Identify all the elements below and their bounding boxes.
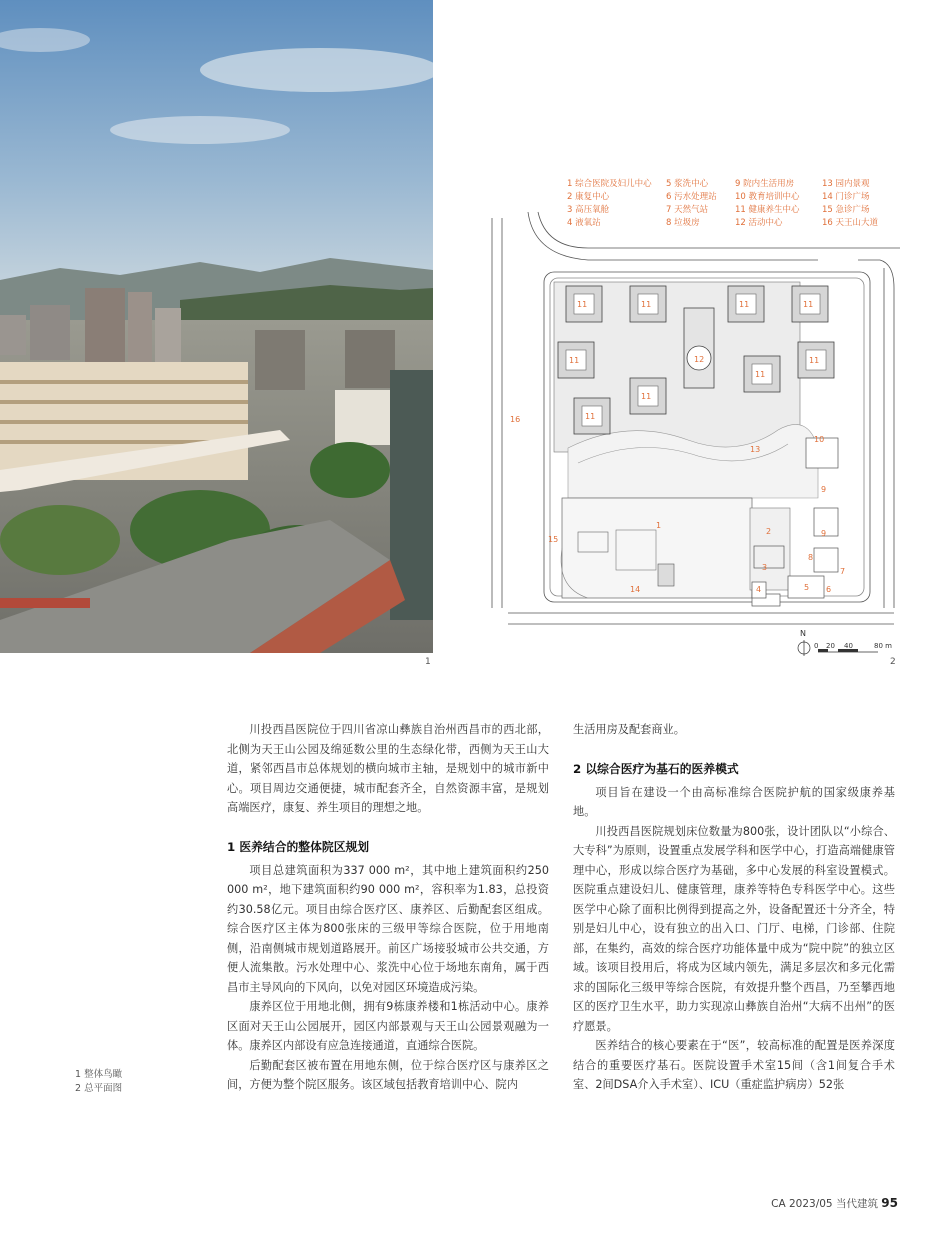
caption-1: 1 整体鸟瞰 xyxy=(75,1069,123,1080)
legend-item: 5 浆洗中心 xyxy=(666,179,709,189)
section-heading-1: 1 医养结合的整体院区规划 xyxy=(227,839,370,854)
page-footer xyxy=(771,1196,898,1211)
plan-label-9: 9 xyxy=(821,485,827,494)
paragraph: 川投西昌医院规划床位数量为800张，设计团队以“小综合、大专科”为原则，设置重点发展学科和医学中心，打造高端健康管理中心，形成以综合医疗为基础，多中心发展的科室设置模式。医院重点建设妇儿、健康管理，康养等特色专科医学中心。这些医学中心除了面积比例得到提高之外，设备配置还十分齐全，特别是妇儿中心，设有独立的出入口、门厅、电梯，门诊部、住院部，在集约，高效的综合医疗功能体量中成为“院中院”的独立区域。该项目投用后，将成为区域内领先，满足多层次和多元化需求的国际化三级甲等综合医院，有效提升整个西昌，乃至攀西地区的医疗卫生水平，助力实现凉山彝族自治州“大病不出州”的医疗愿景。 xyxy=(573,824,895,1033)
site-plan xyxy=(488,172,900,662)
plan-label-1: 1 xyxy=(656,521,662,530)
plan-label-11: 11 xyxy=(755,370,766,379)
plan-label-11: 11 xyxy=(577,300,588,309)
plan-label-11: 11 xyxy=(803,300,814,309)
paragraph: 项目旨在建设一个由高标准综合医院护航的国家级康养基地。 xyxy=(573,785,895,818)
plan-label-11: 11 xyxy=(641,300,652,309)
figure-captions xyxy=(75,1068,122,1096)
aerial-photo xyxy=(0,0,433,653)
text-column-right xyxy=(573,720,895,1095)
legend-item: 16 天王山大道 xyxy=(822,218,879,228)
legend-item: 9 院内生活用房 xyxy=(735,179,795,189)
figure-number-2: 2 xyxy=(890,657,896,667)
aerial-photo-illustration xyxy=(0,0,433,653)
paragraph: 项目总建筑面积为337 000 m²，其中地上建筑面积约250 000 m²，地下建筑面积约90 000 m²，容积率为1.83，总投资约30.58亿元。项目由综合医疗区、康养区、后勤配套区组成。综合医疗区主体为800张床的三级甲等综合医院，位于用地南侧，沿南侧城市规划道路展开。前区广场接驳城市公共交通，方便人流集散。污水处理中心、浆洗中心位于场地东南角，属于西昌市主导风向的下风向，以免对园区环境造成污染。 xyxy=(227,863,549,994)
legend-item: 1 综合医院及妇儿中心 xyxy=(567,179,652,189)
plan-label-16: 16 xyxy=(510,415,521,424)
plan-label-11: 11 xyxy=(585,412,596,421)
plan-label-8: 8 xyxy=(808,553,814,562)
paragraph: 医养结合的核心要素在于“医”，较高标准的配置是医养深度结合的重要医疗基石。医院设置手术室15间（含1间复合手术室、2间DSA介入手术室）、ICU（重症监护病房）52张 xyxy=(573,1039,895,1091)
plan-label-11: 11 xyxy=(641,392,652,401)
plan-label-9: 9 xyxy=(821,529,827,538)
plan-label-10: 10 xyxy=(814,435,825,444)
scale-label: 40 xyxy=(844,642,853,650)
paragraph: 康养区位于用地北侧，拥有9栋康养楼和1栋活动中心。康养区面对天王山公园展开，园区内部景观与天王山公园景观融为一体。康养区内部设有应急连接通道，直通综合医院。 xyxy=(227,1000,549,1052)
plan-label-11: 11 xyxy=(569,356,580,365)
north-arrow-label: N xyxy=(800,629,806,638)
scale-label: 20 xyxy=(826,642,835,650)
plan-label-5: 5 xyxy=(804,583,810,592)
plan-label-4: 4 xyxy=(756,585,762,594)
legend-item: 15 急诊广场 xyxy=(822,205,870,215)
text-column-left xyxy=(227,720,549,1095)
legend-item: 10 教育培训中心 xyxy=(735,192,800,202)
paragraph: 生活用房及配套商业。 xyxy=(573,723,685,736)
legend-item: 8 垃圾房 xyxy=(666,218,700,228)
scale-label: 0 xyxy=(814,642,819,650)
page-number: 95 xyxy=(881,1196,898,1210)
plan-label-2: 2 xyxy=(766,527,772,536)
plan-label-7: 7 xyxy=(840,567,846,576)
journal-info: CA 2023/05 当代建筑 xyxy=(771,1198,878,1210)
plan-label-3: 3 xyxy=(762,563,768,572)
paragraph: 后勤配套区被布置在用地东侧，位于综合医疗区与康养区之间，方便为整个院区服务。该区域包括教育培训中心、院内 xyxy=(227,1058,549,1091)
legend-item: 7 天然气站 xyxy=(666,205,709,215)
plan-label-6: 6 xyxy=(826,585,832,594)
legend-item: 13 园内景观 xyxy=(822,179,870,189)
legend-item: 12 活动中心 xyxy=(735,218,783,228)
site-plan-drawing xyxy=(488,208,900,662)
plan-label-12: 12 xyxy=(694,355,705,364)
legend-item: 4 液氧站 xyxy=(567,218,601,228)
legend-item: 6 污水处理站 xyxy=(666,192,717,202)
plan-label-13: 13 xyxy=(750,445,761,454)
figure-number-1: 1 xyxy=(425,657,431,667)
plan-label-11: 11 xyxy=(809,356,820,365)
plan-label-15: 15 xyxy=(548,535,559,544)
plan-label-11: 11 xyxy=(739,300,750,309)
legend-item: 14 门诊广场 xyxy=(822,192,870,202)
legend-item: 2 康复中心 xyxy=(567,192,610,202)
paragraph: 川投西昌医院位于四川省凉山彝族自治州西昌市的西北部，北侧为天王山公园及绵延数公里的生态绿化带，西侧为天王山大道，紧邻西昌市总体规划的横向城市主轴，是规划中的城市新中心。项目周边交通便捷，城市配套齐全，自然资源丰富，是规划高端医疗，康复、养生项目的理想之地。 xyxy=(227,723,549,814)
plan-label-14: 14 xyxy=(630,585,641,594)
caption-2: 2 总平面图 xyxy=(75,1083,123,1094)
legend-item: 3 高压氧舱 xyxy=(567,205,610,215)
section-heading-2: 2 以综合医疗为基石的医养模式 xyxy=(573,761,739,776)
scale-label: 80 m xyxy=(874,642,892,650)
legend-item: 11 健康养生中心 xyxy=(735,205,800,215)
